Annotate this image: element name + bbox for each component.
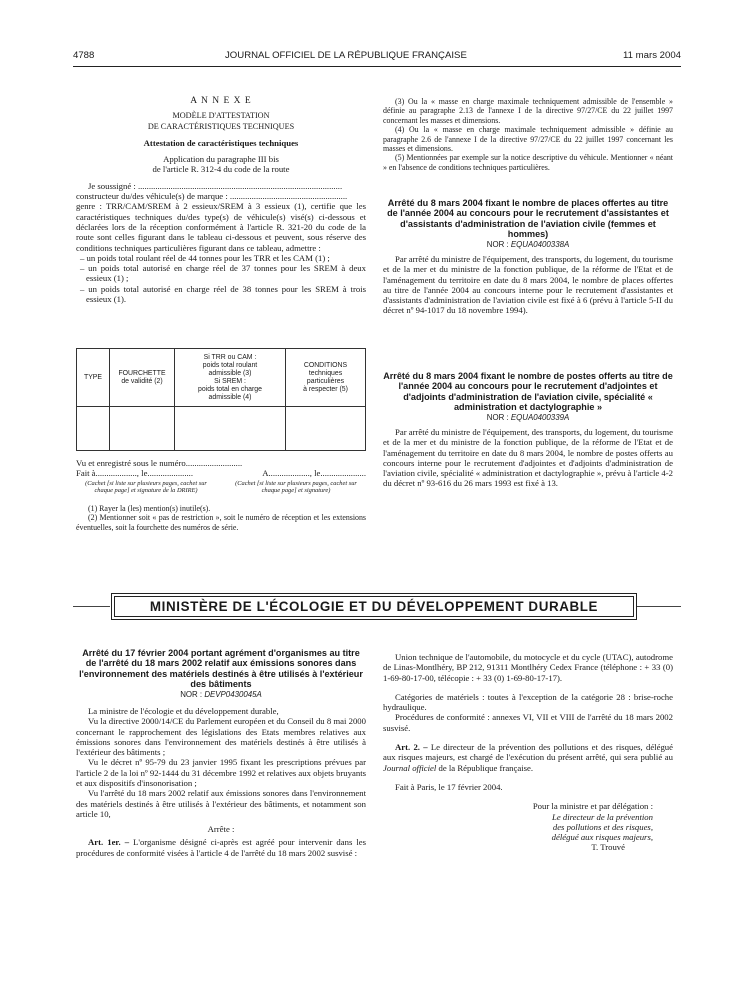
banner-rule-right — [637, 606, 681, 607]
banner-rule-left — [73, 606, 110, 607]
bullet-2: – un poids total autorisé en charge réel de 37 tonnes pour les SREM à deux essieux (1) ; — [80, 263, 366, 284]
attestation-table — [76, 348, 366, 451]
line-soussigne: Je soussigné : .............................................................................................. — [88, 180, 343, 191]
annexe-section — [76, 96, 366, 304]
issue-date: 11 mars 2004 — [623, 50, 681, 61]
article-1: Art. 1er. – L'organisme désigné ci-après est agréé pour intervenir dans les procédures de conformité visées à l'article 4 de l'arrêté du 18 mars 2002 susvisé : — [76, 837, 367, 858]
nor-reference: NOR : EQUA0400338A — [486, 239, 570, 249]
arrete-word: Arrête : — [207, 824, 235, 835]
article-2: Art. 2. – Le directeur de la prévention des pollutions et des risques, délégué aux risques majeurs, est chargé de l'exécution du présent arrêté, qui sera publié au Journal officiel de la République française. — [383, 742, 673, 773]
nor-reference: NOR : EQUA0400339A — [486, 412, 570, 422]
col-conditions: CONDITIONS techniques particulières à respecter (5) — [286, 349, 366, 407]
right-footnotes — [383, 97, 673, 172]
ministry-title: MINISTÈRE DE L'ÉCOLOGIE ET DU DÉVELOPPEMENT DURABLE — [149, 599, 599, 614]
col-fourchette: FOURCHETTE de validité (2) — [110, 349, 175, 407]
arrete-places — [383, 198, 673, 316]
arrete-places-title: Arrêté du 8 mars 2004 fixant le nombre de places offertes au titre de l'année 2004 au concours pour le recrutement d'assistantes et d'assistants d'administration de l'aviation civile (femmes et hommes) — [387, 198, 669, 240]
annexe-paragraph: genre : TRR/CAM/SREM à 2 essieux/SREM à 3 essieux (1), certifie que les caractéristiques techniques du/des type(s) de véhicule(s) visé(s) ci-dessous et déclarées lors de la réception conformément à l'article R. 321-20 du code de la route sont celles figurant dans le tableau ci-dessous et peuvent, sous réserve des conditions techniques particulières figurant dans ce tableau, admettre : — [76, 201, 366, 253]
signature-line-4: délégué aux risques majeurs, — [551, 832, 653, 843]
arrete-agrement — [76, 648, 366, 858]
annexe-subheading-1: MODÈLE D'ATTESTATION — [172, 111, 270, 121]
header-rule — [73, 66, 681, 67]
arrete-postes — [383, 371, 673, 489]
col-poids: Si TRR ou CAM : poids total roulant admissible (3) Si SREM : poids total en charge admissible (4) — [175, 349, 286, 407]
page-number: 4788 — [73, 50, 95, 61]
cachet-constructeur: (Cachet [si liste sur plusieurs pages, cachet sur chaque page] et signature) — [235, 479, 357, 495]
page-header — [73, 50, 681, 64]
procedures-conformite: Procédures de conformité : annexes VI, VII et VIII de l'arrêté du 18 mars 2002 susvisé. — [383, 712, 673, 733]
signature-block — [383, 801, 673, 852]
annexe-bold-title: Attestation de caractéristiques techniques — [143, 137, 299, 148]
signatory-name: T. Trouvé — [591, 842, 625, 853]
utac-address: Union technique de l'automobile, du motocycle et du cycle (UTAC), autodrome de Linas-Montlhéry, BP 212, 91311 Montlhéry Cedex France (téléphone : + 33 (0) 1-69-80-17-00, télécopie : + 33 (0) 1-69-80-17-17). — [383, 652, 673, 683]
footnote-2: (2) Mentionner soit « pas de restriction », soit le numéro de réception et les extensions éventuelles, soit la fourchette des numéros de série. — [76, 513, 366, 532]
nor-reference: NOR : DEVP0430045A — [180, 689, 262, 699]
paragraph-ministre: La ministre de l'écologie et du développement durable, — [88, 705, 279, 716]
line-constructeur: constructeur du/des véhicule(s) de marque : ...................................................... — [76, 191, 348, 202]
cachet-drire: (Cachet [si liste sur plusieurs pages, cachet sur chaque page] et signature de la DRIRE) — [85, 479, 207, 495]
arrete-postes-title: Arrêté du 8 mars 2004 fixant le nombre de postes offerts au titre de l'année 2004 au concours pour le recrutement d'adjointes et d'adjoints d'administration de l'aviation civile, spécialité « administration et dactylographie » — [383, 371, 673, 413]
journal-title: JOURNAL OFFICIEL DE LA RÉPUBLIQUE FRANÇAISE — [225, 50, 467, 61]
paragraph-decret: Vu le décret nº 95-79 du 23 janvier 1995 fixant les prescriptions prévues par l'article 2 de la loi nº 92-1444 du 31 décembre 1992 et relatives aux objets bruyants et aux dispositifs d'insonorisation ; — [76, 757, 366, 788]
col-type: TYPE — [77, 349, 110, 407]
annexe-heading: A N N E X E — [190, 96, 252, 106]
footnote-3: (3) Ou la « masse en charge maximale techniquement admissible de l'ensemble » définie au paragraphe 2.13 de l'annexe I de la directive 97/27/CE du 22 juillet 1997 concernant les masses et dimensions. — [383, 97, 673, 125]
arrete-postes-body: Par arrêté du ministre de l'équipement, des transports, du logement, du tourisme et de la mer et du ministre de la fonction publique, de la réforme de l'Etat et de l'aménagement du territoire en date du 8 mars 2004, le nombre de postes offerts au concours interne pour le recrutement d'adjointes et d'adjoints d'administration de l'aviation civile, spécialité « administration et dactylographie », prévu à l'article 4-2 du décret nº 93-616 du 26 mars 1993 est fixé à 13. — [383, 426, 673, 489]
arrete-agrement-continued — [383, 652, 673, 853]
signature-line-2: Le directeur de la prévention — [551, 811, 653, 822]
fait-a-left: Fait à..................., le..................... — [76, 468, 194, 479]
annexe-application-2: de l'article R. 312-4 du code de la route — [152, 164, 290, 175]
signature-line-3: des pollutions et des risques, — [552, 821, 653, 832]
ministry-banner — [111, 593, 637, 620]
bullet-1: – un poids total roulant réel de 44 tonnes pour les TRR et les CAM (1) ; — [80, 252, 330, 263]
footnote-4: (4) Ou la « masse en charge maximale techniquement admissible » définie au paragraphe 2.6 de l'annexe I de la directive 97/27/CE du 22 juillet 1997 concernant les masses et dimensions. — [383, 125, 673, 154]
paragraph-arrete: Vu l'arrêté du 18 mars 2002 relatif aux émissions sonores dans l'environnement des matériels destinés à être utilisés à l'extérieur des bâtiments, et notamment son article 10, — [76, 788, 366, 819]
table-row — [77, 407, 366, 451]
annexe-footer — [76, 458, 366, 532]
footnote-5: (5) Mentionnées par exemple sur la notice descriptive du véhicule. Mentionner « néant » en l'absence de conditions techniques particulières. — [383, 153, 673, 172]
paragraph-directive: Vu la directive 2000/14/CE du Parlement européen et du Conseil du 8 mai 2000 concernant le rapprochement des législations des Etats membres relatives aux émissions sonores dans l'environnement des matériels destinés à être utilisés à l'extérieur des bâtiments ; — [76, 716, 366, 758]
footnote-1: (1) Rayer la (les) mention(s) inutile(s). — [88, 503, 211, 513]
arrete-agrement-title: Arrêté du 17 février 2004 portant agrément d'organismes au titre de l'arrêté du 18 mars 2002 relatif aux émissions sonores dans l'environnement des matériels destinés à être utilisés à l'extérieur des bâtiments — [79, 648, 363, 690]
bullet-3: – un poids total autorisé en charge réel de 38 tonnes pour les SREM à trois essieux (1). — [80, 283, 366, 305]
fait-a-paris: Fait à Paris, le 17 février 2004. — [395, 781, 503, 792]
arrete-places-body: Par arrêté du ministre de l'équipement, des transports, du logement, du tourisme et de la mer et du ministre de la fonction publique, de la réforme de l'Etat et de l'aménagement du territoire en date du 8 mars 2004, le nombre de places offertes au titre de l'année 2004 au concours interne pour le recrutement d'assistantes et d'assistants d'administration de l'aviation civile est fixé à 6 (prévu à l'article 5-II du décret nº 94-1017 du 18 novembre 1994). — [383, 253, 673, 316]
annexe-application-1: Application du paragraphe III bis — [163, 154, 279, 165]
annexe-subheading-2: DE CARACTÉRISTIQUES TECHNIQUES — [147, 121, 295, 131]
fait-a-right: A..................., le..................... — [262, 468, 366, 479]
vu-enregistre: Vu et enregistré sous le numéro.......................... — [76, 458, 243, 468]
categories-materiels: Catégories de matériels : toutes à l'exception de la catégorie 28 : brise-roche hydraulique. — [383, 691, 673, 713]
signature-line-1: Pour la ministre et par délégation : — [532, 801, 653, 812]
